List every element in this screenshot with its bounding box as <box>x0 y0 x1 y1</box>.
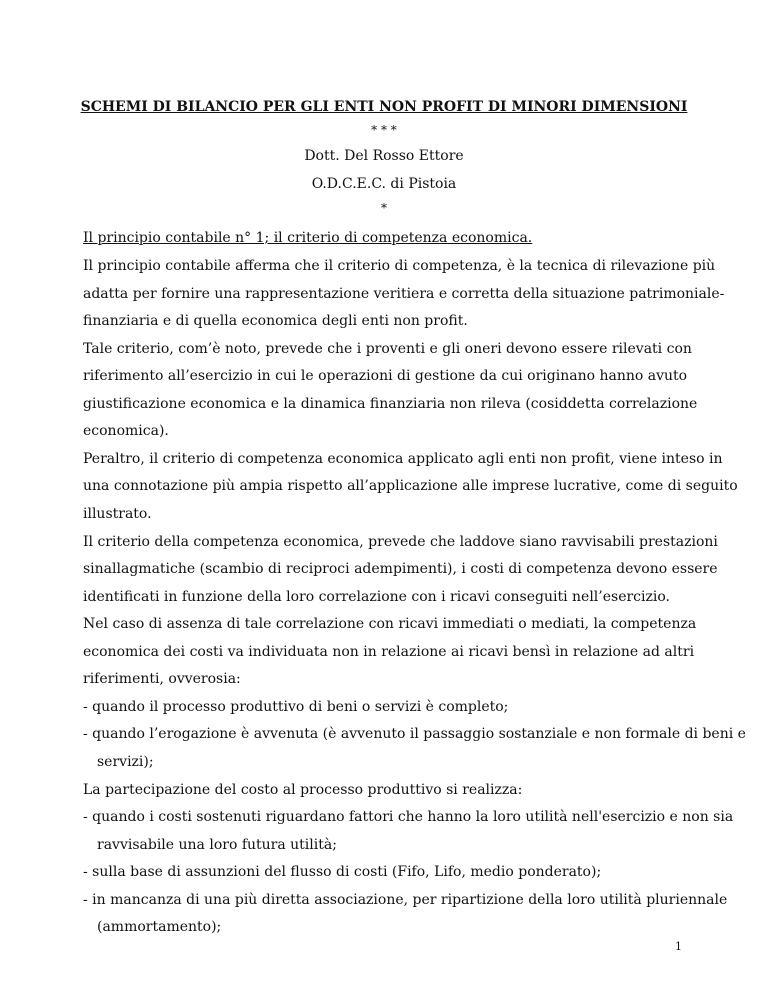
body-line: Peraltro, il criterio di competenza economica applicato agli enti non profit, viene inteso in <box>83 451 723 467</box>
author-affiliation: O.D.C.E.C. di Pistoia <box>311 176 457 192</box>
list-item: - in mancanza di una più diretta associazione, per ripartizione della loro utilità pluriennale <box>83 892 728 908</box>
document-title: SCHEMI DI BILANCIO PER GLI ENTI NON PROFIT DI MINORI DIMENSIONI <box>80 99 688 115</box>
body-line: illustrato. <box>83 506 152 522</box>
body-line: economica dei costi va individuata non in relazione ai ricavi bensì in relazione ad altri <box>83 644 695 660</box>
separator-stars: * * * <box>371 123 397 137</box>
body-line: adatta per fornire una rappresentazione veritiera e corretta della situazione patrimoniale- <box>83 286 725 302</box>
body-line: riferimento all’esercizio in cui le operazioni di gestione da cui originano hanno avuto <box>83 368 688 384</box>
section-heading: Il principio contabile n° 1; il criterio di competenza economica. <box>83 230 533 246</box>
body-line: sinallagmatiche (scambio di reciproci adempimenti), i costi di competenza devono essere <box>83 561 718 577</box>
page-number: 1 <box>675 940 682 953</box>
list-item: - quando l’erogazione è avvenuta (è avvenuto il passaggio sostanziale e non formale di beni e <box>83 726 746 742</box>
body-line: finanziaria e di quella economica degli enti non profit. <box>83 313 468 329</box>
body-line: identificati in funzione della loro correlazione con i ricavi conseguiti nell’esercizio. <box>83 589 670 605</box>
body-line: giustificazione economica e la dinamica finanziaria non rileva (cosiddetta correlazione <box>83 396 698 412</box>
body-line: Il principio contabile afferma che il criterio di competenza, è la tecnica di rilevazione più <box>83 258 716 274</box>
list-item-continuation: servizi); <box>97 754 154 770</box>
body-line: economica). <box>83 423 169 439</box>
body-line: Il criterio della competenza economica, prevede che laddove siano ravvisabili prestazioni <box>83 534 718 550</box>
author-name: Dott. Del Rosso Ettore <box>304 148 464 164</box>
list-item: - quando il processo produttivo di beni o servizi è completo; <box>83 699 509 715</box>
list-item-continuation: ravvisabile una loro futura utilità; <box>97 837 337 853</box>
body-line: Tale criterio, com’è noto, prevede che i proventi e gli oneri devono essere rilevati con <box>83 341 692 357</box>
list-item: - sulla base di assunzioni del flusso di costi (Fifo, Lifo, medio ponderato); <box>83 864 602 880</box>
body-line: La partecipazione del costo al processo produttivo si realizza: <box>83 782 523 798</box>
separator-star: * <box>381 201 387 215</box>
body-line: Nel caso di assenza di tale correlazione con ricavi immediati o mediati, la competenza <box>83 616 697 632</box>
list-item: - quando i costi sostenuti riguardano fattori che hanno la loro utilità nell'esercizio e non sia <box>83 809 734 825</box>
body-line: riferimenti, ovverosia: <box>83 671 241 687</box>
body-line: una connotazione più ampia rispetto all’applicazione alle imprese lucrative, come di seguito <box>83 478 738 494</box>
list-item-continuation: (ammortamento); <box>97 919 222 935</box>
